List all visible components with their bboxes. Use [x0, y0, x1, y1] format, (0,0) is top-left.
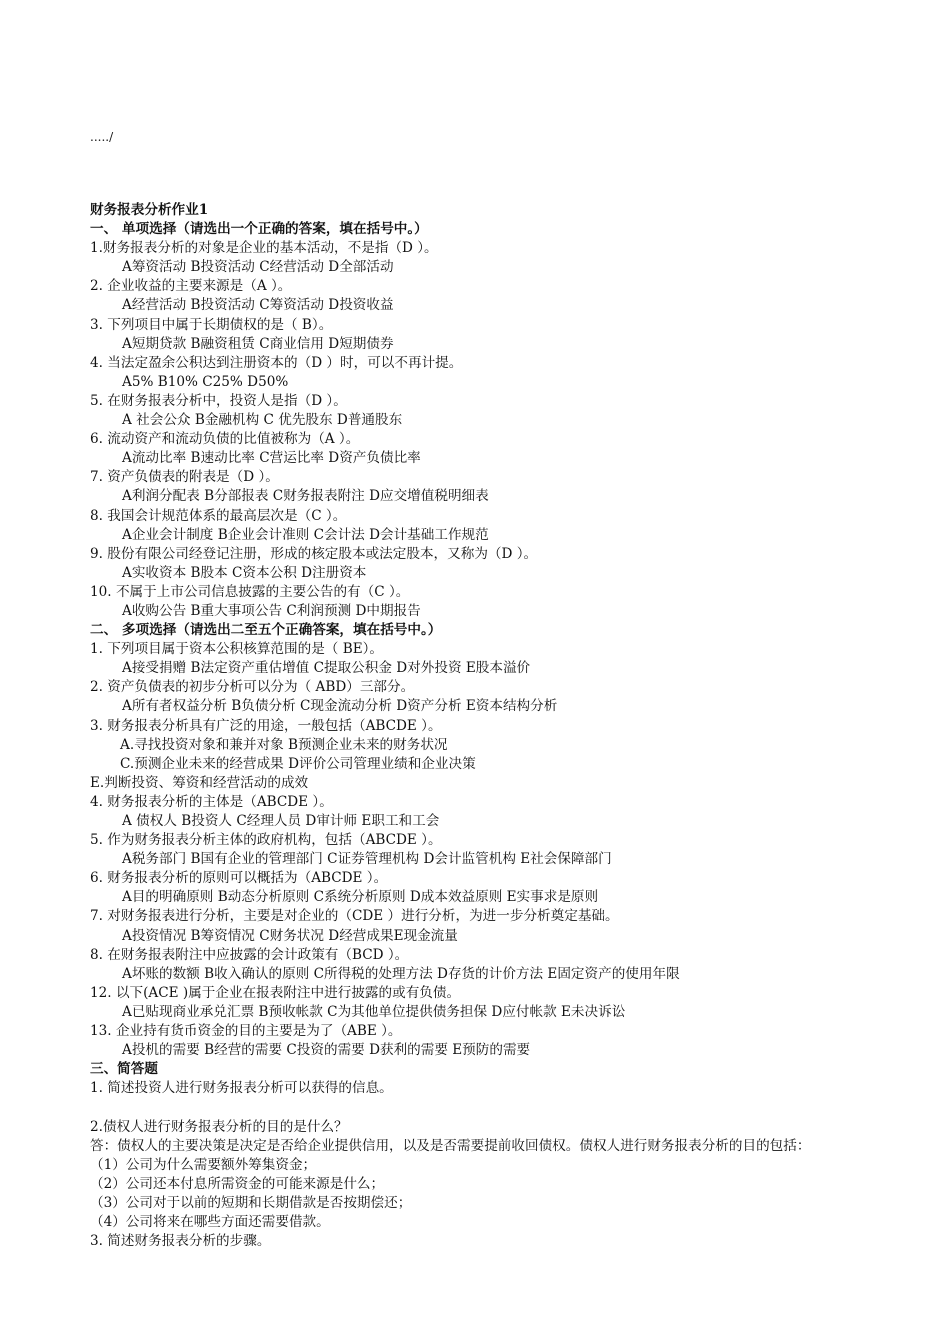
options-line: A 债权人 B投资人 C经理人员 D审计师 E职工和工会 — [122, 813, 440, 829]
question-line: 8. 在财务报表附注中应披露的会计政策有（BCD ）。 — [90, 946, 409, 963]
options-line: A 社会公众 B金融机构 C 优先股东 D普通股东 — [122, 412, 403, 429]
options-line: A收购公告 B重大事项公告 C利润预测 D中期报告 — [122, 602, 421, 619]
question-line: E.判断投资、筹资和经营活动的成效 — [90, 774, 309, 791]
question-line: 2. 资产负债表的初步分析可以分为（ ABD）三部分。 — [90, 679, 415, 696]
question-line: 9. 股份有限公司经登记注册，形成的核定股本或法定股本，又称为（D ）。 — [90, 545, 538, 562]
options-line: A企业会计制度 B企业会计准则 C会计法 D会计基础工作规范 — [122, 526, 489, 543]
question-line: （4）公司将来在哪些方面还需要借款。 — [90, 1213, 330, 1230]
question-line: 7. 资产负债表的附表是（D ）。 — [90, 469, 279, 486]
options-line: A税务部门 B国有企业的管理部门 C证券管理机构 D会计监管机构 E社会保障部门 — [122, 851, 612, 868]
question-line: 1. 简述投资人进行财务报表分析可以获得的信息。 — [90, 1080, 393, 1097]
question-line: 4. 当法定盈余公积达到注册资本的（D ）时，可以不再计提。 — [90, 354, 463, 371]
document-body — [90, 201, 870, 1251]
options-line: A5% B10% C25% D50% — [122, 373, 289, 390]
options-line: A利润分配表 B分部报表 C财务报表附注 D应交增值税明细表 — [122, 488, 489, 505]
question-line: 3. 下列项目中属于长期债权的是（ B）。 — [90, 316, 333, 333]
question-line: 7. 对财务报表进行分析，主要是对企业的（CDE ）进行分析，为进一步分析奠定基础。 — [90, 908, 619, 925]
options-line: A实收资本 B股本 C资本公积 D注册资本 — [122, 564, 367, 581]
options-line: C.预测企业未来的经营成果 D评价公司管理业绩和企业决策 — [120, 755, 476, 772]
document-lines — [90, 220, 870, 1251]
section-heading: 三、简答题 — [90, 1061, 158, 1078]
question-line: 3. 简述财务报表分析的步骤。 — [90, 1233, 271, 1250]
question-line: （3）公司对于以前的短期和长期借款是否按期偿还； — [90, 1194, 412, 1211]
options-line: A.寻找投资对象和兼并对象 B预测企业未来的财务状况 — [120, 736, 448, 753]
options-line: A目的明确原则 B动态分析原则 C系统分析原则 D成本效益原则 E实事求是原则 — [122, 889, 599, 906]
options-line: A流动比率 B速动比率 C营运比率 D资产负债比率 — [122, 450, 421, 467]
question-line: （1）公司为什么需要额外筹集资金； — [90, 1156, 317, 1173]
question-line: 4. 财务报表分析的主体是（ABCDE ）。 — [90, 793, 333, 810]
question-line: 3. 财务报表分析具有广泛的用途，一般包括（ABCDE ）。 — [90, 717, 442, 734]
answer-paragraph: 答：债权人的主要决策是决定是否给企业提供信用，以及是否需要提前收回债权。债权人进行财务报表分析的目的包括： — [90, 1137, 811, 1154]
question-line: 12. 以下(ACE )属于企业在报表附注中进行披露的或有负债。 — [90, 984, 461, 1001]
options-line: A所有者权益分析 B负债分析 C现金流动分析 D资产分析 E资本结构分析 — [122, 698, 558, 715]
question-line: 13. 企业持有货币资金的目的主要是为了（ABE ）。 — [90, 1023, 402, 1040]
options-line: A已贴现商业承兑汇票 B预收帐款 C为其他单位提供债务担保 D应付帐款 E未决诉讼 — [122, 1003, 626, 1020]
document-title: 财务报表分析作业1 — [90, 202, 209, 218]
question-line: 5. 作为财务报表分析主体的政府机构，包括（ABCDE ）。 — [90, 832, 442, 849]
question-line: 6. 流动资产和流动负债的比值被称为（A ）。 — [90, 431, 360, 448]
options-line: A筹资活动 B投资活动 C经营活动 D全部活动 — [122, 259, 394, 276]
question-line: 8. 我国会计规范体系的最高层次是（C ）。 — [90, 507, 347, 524]
options-line: A坏账的数额 B收入确认的原则 C所得税的处理方法 D存货的计价方法 E固定资产的使用年限 — [122, 965, 680, 982]
question-line: （2）公司还本付息所需资金的可能来源是什么； — [90, 1175, 385, 1192]
question-line: 10. 不属于上市公司信息披露的主要公告的有（C ）。 — [90, 583, 410, 600]
options-line: A投机的需要 B经营的需要 C投资的需要 D获利的需要 E预防的需要 — [122, 1042, 531, 1059]
section-heading: 二、 多项选择（请选出二至五个正确答案，填在括号中。） — [90, 622, 442, 639]
question-line: 6. 财务报表分析的原则可以概括为（ABCDE ）。 — [90, 870, 388, 887]
question-line: 2.债权人进行财务报表分析的目的是什么？ — [90, 1118, 348, 1135]
question-line: 1. 下列项目属于资本公积核算范围的是（ BE）。 — [90, 641, 384, 658]
options-line: A投资情况 B筹资情况 C财务状况 D经营成果E现金流量 — [122, 927, 458, 944]
blank-line — [90, 1098, 870, 1117]
header-mark: ...../ — [90, 130, 114, 144]
options-line: A经营活动 B投资活动 C筹资活动 D投资收益 — [122, 297, 394, 314]
question-line: 5. 在财务报表分析中，投资人是指（D ）。 — [90, 392, 347, 409]
options-line: A短期贷款 B融资租赁 C商业信用 D短期债券 — [122, 335, 394, 352]
question-line: 1.财务报表分析的对象是企业的基本活动，不是指（D ）。 — [90, 240, 438, 257]
options-line: A接受捐赠 B法定资产重估增值 C提取公积金 D对外投资 E股本溢价 — [122, 660, 531, 677]
section-heading: 一、 单项选择（请选出一个正确的答案，填在括号中。） — [90, 221, 428, 238]
question-line: 2. 企业收益的主要来源是（A ）。 — [90, 278, 292, 295]
